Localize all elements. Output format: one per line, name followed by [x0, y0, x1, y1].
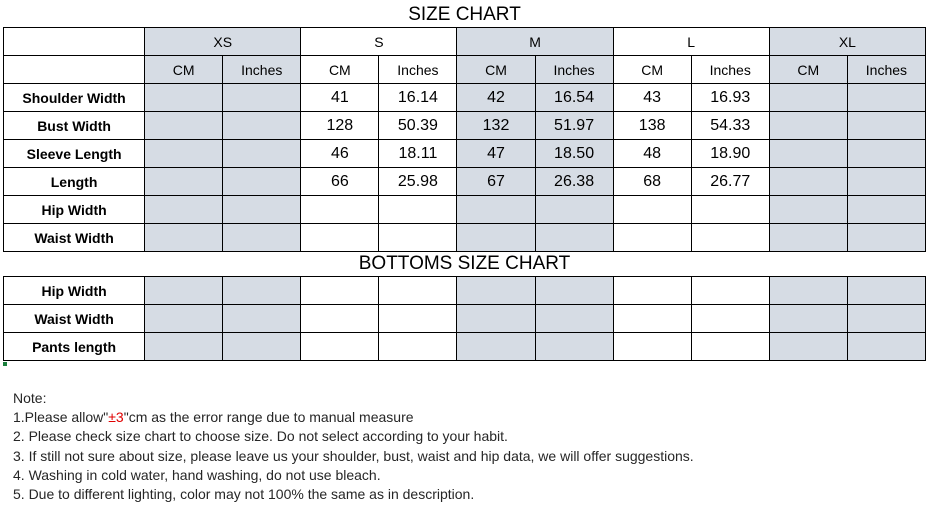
table-row	[4, 277, 926, 305]
measurement-cell: 46	[301, 140, 379, 168]
row-label: Length	[4, 168, 145, 196]
table-row	[4, 112, 926, 140]
measurement-cell	[145, 112, 223, 140]
measurement-cell	[301, 224, 379, 252]
unit-cm: CM	[457, 56, 535, 84]
row-label: Shoulder Width	[4, 84, 145, 112]
measurement-cell: 66	[301, 168, 379, 196]
size-chart-title: SIZE CHART	[4, 3, 926, 28]
size-header-xl: XL	[769, 28, 925, 56]
measurement-cell	[223, 305, 301, 333]
note-line-1-after: "cm as the error range due to manual measure	[123, 409, 414, 426]
unit-inches: Inches	[223, 56, 301, 84]
measurement-cell	[535, 333, 613, 361]
size-header-s: S	[301, 28, 457, 56]
measurement-cell: 43	[613, 84, 691, 112]
measurement-cell	[769, 112, 847, 140]
size-header-l: L	[613, 28, 769, 56]
note-line-5: 5. Due to different lighting, color may not 100% the same as in description.	[13, 486, 475, 503]
cell-corner-marker	[3, 362, 7, 366]
measurement-cell	[457, 333, 535, 361]
unit-header-blank	[4, 56, 145, 84]
measurement-cell	[769, 168, 847, 196]
top-chart-body	[4, 84, 926, 252]
bottoms-chart-title: BOTTOMS SIZE CHART	[4, 252, 926, 277]
note-line-3: 3. If still not sure about size, please leave us your shoulder, bust, waist and hip data, we will offer suggestions.	[13, 447, 694, 464]
measurement-cell	[301, 333, 379, 361]
measurement-cell: 67	[457, 168, 535, 196]
size-header-xs: XS	[145, 28, 301, 56]
measurement-cell: 25.98	[379, 168, 457, 196]
measurement-cell	[769, 196, 847, 224]
measurement-cell	[769, 224, 847, 252]
measurement-cell	[379, 224, 457, 252]
row-label: Hip Width	[4, 277, 145, 305]
unit-cm: CM	[145, 56, 223, 84]
note-line-4: 4. Washing in cold water, hand washing, do not use bleach.	[13, 466, 381, 483]
unit-inches: Inches	[847, 56, 925, 84]
measurement-cell	[145, 277, 223, 305]
measurement-cell	[613, 196, 691, 224]
measurement-cell	[691, 277, 769, 305]
notes-heading: Note:	[13, 390, 47, 406]
measurement-cell: 51.97	[535, 112, 613, 140]
measurement-cell: 18.50	[535, 140, 613, 168]
measurement-cell: 16.93	[691, 84, 769, 112]
measurement-cell	[847, 277, 925, 305]
measurement-cell	[379, 333, 457, 361]
measurement-cell	[847, 224, 925, 252]
measurement-cell	[223, 112, 301, 140]
measurement-cell: 68	[613, 168, 691, 196]
measurement-cell	[379, 196, 457, 224]
measurement-cell: 128	[301, 112, 379, 140]
measurement-cell	[613, 305, 691, 333]
measurement-cell: 16.14	[379, 84, 457, 112]
note-line-1	[13, 408, 694, 427]
measurement-cell: 26.77	[691, 168, 769, 196]
measurement-cell	[457, 196, 535, 224]
unit-cm: CM	[301, 56, 379, 84]
row-label: Hip Width	[4, 196, 145, 224]
measurement-cell	[301, 305, 379, 333]
bottoms-chart-body	[4, 277, 926, 361]
measurement-cell	[535, 196, 613, 224]
measurement-cell: 50.39	[379, 112, 457, 140]
measurement-cell	[223, 84, 301, 112]
measurement-cell	[145, 305, 223, 333]
row-label: Bust Width	[4, 112, 145, 140]
measurement-cell	[145, 333, 223, 361]
measurement-cell	[145, 140, 223, 168]
unit-cm: CM	[769, 56, 847, 84]
notes-section	[13, 389, 694, 504]
measurement-cell: 54.33	[691, 112, 769, 140]
measurement-cell	[535, 224, 613, 252]
row-label: Sleeve Length	[4, 140, 145, 168]
measurement-cell	[613, 333, 691, 361]
size-header-m: M	[457, 28, 613, 56]
measurement-cell: 42	[457, 84, 535, 112]
measurement-cell: 132	[457, 112, 535, 140]
measurement-cell	[457, 224, 535, 252]
unit-cm: CM	[613, 56, 691, 84]
table-row	[4, 305, 926, 333]
measurement-cell	[301, 196, 379, 224]
table-row	[4, 224, 926, 252]
measurement-cell: 18.11	[379, 140, 457, 168]
measurement-cell	[613, 224, 691, 252]
measurement-cell	[847, 168, 925, 196]
note-tolerance-highlight: ±3	[108, 409, 124, 426]
measurement-cell	[769, 277, 847, 305]
table-row	[4, 84, 926, 112]
measurement-cell	[223, 168, 301, 196]
measurement-cell: 18.90	[691, 140, 769, 168]
unit-inches: Inches	[535, 56, 613, 84]
measurement-cell	[535, 305, 613, 333]
unit-header-row	[4, 56, 926, 84]
measurement-cell	[847, 112, 925, 140]
row-label: Waist Width	[4, 224, 145, 252]
measurement-cell	[769, 305, 847, 333]
measurement-cell	[691, 305, 769, 333]
measurement-cell: 47	[457, 140, 535, 168]
measurement-cell	[379, 277, 457, 305]
measurement-cell	[847, 84, 925, 112]
measurement-cell	[145, 84, 223, 112]
measurement-cell: 16.54	[535, 84, 613, 112]
unit-inches: Inches	[379, 56, 457, 84]
measurement-cell	[769, 333, 847, 361]
measurement-cell	[847, 305, 925, 333]
measurement-cell	[847, 333, 925, 361]
measurement-cell	[145, 168, 223, 196]
measurement-cell	[769, 140, 847, 168]
measurement-cell	[535, 277, 613, 305]
measurement-cell	[379, 305, 457, 333]
measurement-cell: 48	[613, 140, 691, 168]
unit-inches: Inches	[691, 56, 769, 84]
size-header-blank	[4, 28, 145, 56]
measurement-cell	[457, 305, 535, 333]
measurement-cell	[691, 196, 769, 224]
measurement-cell: 41	[301, 84, 379, 112]
size-chart-table	[3, 3, 926, 361]
measurement-cell	[223, 140, 301, 168]
table-row	[4, 333, 926, 361]
table-row	[4, 196, 926, 224]
measurement-cell	[145, 224, 223, 252]
measurement-cell	[145, 196, 223, 224]
measurement-cell	[223, 196, 301, 224]
row-label: Pants length	[4, 333, 145, 361]
note-line-2: 2. Please check size chart to choose size. Do not select according to your habit.	[13, 428, 508, 445]
measurement-cell	[691, 333, 769, 361]
measurement-cell: 26.38	[535, 168, 613, 196]
table-row	[4, 140, 926, 168]
measurement-cell	[223, 333, 301, 361]
measurement-cell	[613, 277, 691, 305]
note-line-1-before: 1.Please allow"	[13, 409, 109, 426]
row-label: Waist Width	[4, 305, 145, 333]
measurement-cell	[847, 196, 925, 224]
measurement-cell	[691, 224, 769, 252]
measurement-cell	[223, 224, 301, 252]
measurement-cell	[847, 140, 925, 168]
measurement-cell: 138	[613, 112, 691, 140]
measurement-cell	[301, 277, 379, 305]
measurement-cell	[457, 277, 535, 305]
measurement-cell	[769, 84, 847, 112]
measurement-cell	[223, 277, 301, 305]
table-row	[4, 168, 926, 196]
